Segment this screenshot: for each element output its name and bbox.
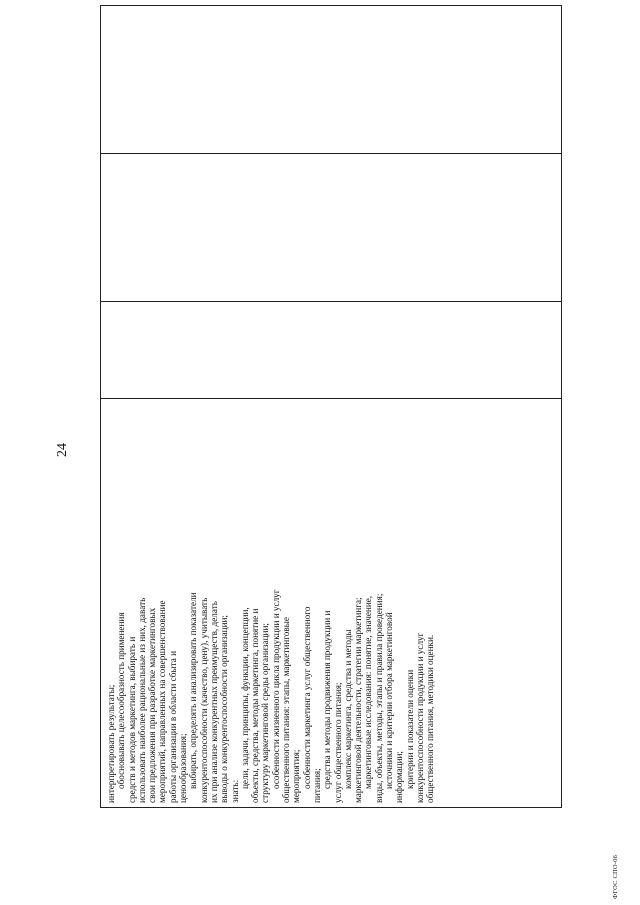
- content-line: критерии и показатели оценки: [404, 669, 415, 789]
- content-line: мероприятия;: [291, 749, 302, 803]
- content-line: знать:: [229, 779, 240, 803]
- content-line: интерпретировать результаты;: [106, 684, 116, 803]
- content-line: питания;: [311, 768, 322, 803]
- content-line: объекты, средства, методы маркетинга, понятие и: [250, 608, 261, 803]
- content-line: общественного питания, методики оценки.: [425, 634, 436, 803]
- table-cell-empty-1: [101, 301, 561, 398]
- content-line: их при анализе конкурентных преимуществ, делать: [208, 601, 219, 803]
- content-line: конкурентоспособности (качество, цену), учитывать: [198, 597, 209, 803]
- content-line: средств и методов маркетинга, выбирать и: [126, 636, 137, 803]
- footer-code: ФГОС СПО-06: [612, 854, 619, 899]
- table-cell-empty-2: [101, 153, 561, 301]
- table-cell-content: [101, 398, 561, 807]
- content-line: общественного питания: этапы, маркетинговые: [281, 617, 292, 803]
- content-line: мероприятий, направленных на совершенствование: [157, 600, 168, 803]
- content-line: средства и методы продвижения продукции и: [322, 610, 333, 789]
- content-line: выбирать, определять и анализировать показатели: [188, 592, 199, 789]
- content-text: [101, 398, 440, 807]
- table-cell-empty-3: [101, 4, 561, 153]
- content-line: работы организации в области сбыта и: [167, 650, 178, 803]
- content-line: цели, задачи, принципы, функции, концепции,: [239, 607, 250, 789]
- content-line: конкурентоспособности продукции и услуг: [414, 632, 425, 803]
- content-line: виды, объекты, методы, этапы и правила проведения;: [373, 593, 384, 803]
- content-line: маркетинговой деятельности, стратегии маркетинга;: [353, 597, 364, 803]
- content-line: особенности маркетинга услуг общественного: [301, 606, 312, 789]
- document-table: [100, 5, 562, 808]
- content-line: выводы о конкурентоспособности организации;: [219, 615, 230, 803]
- content-line: особенности жизненного цикла продукции и услуг: [270, 589, 281, 789]
- content-line: свои предложения при разработке маркетинговых: [147, 607, 158, 803]
- content-line: ценообразования;: [178, 733, 189, 803]
- content-line: комплекс маркетинга, средства и методы: [342, 629, 353, 789]
- content-line: маркетинговые исследования: понятие, значение,: [363, 595, 374, 789]
- content-line: информации;: [394, 751, 405, 803]
- page-number: 24: [55, 443, 70, 457]
- content-line: источники и критерии отбора маркетинговой: [384, 612, 395, 789]
- content-line: услуг общественного питания;: [332, 682, 343, 803]
- content-line: использовать наиболее рациональные из них, давать: [136, 597, 147, 803]
- content-line: структуру маркетинговой среды организации;: [260, 623, 271, 803]
- content-line: обосновывать целесообразность применения: [116, 612, 127, 789]
